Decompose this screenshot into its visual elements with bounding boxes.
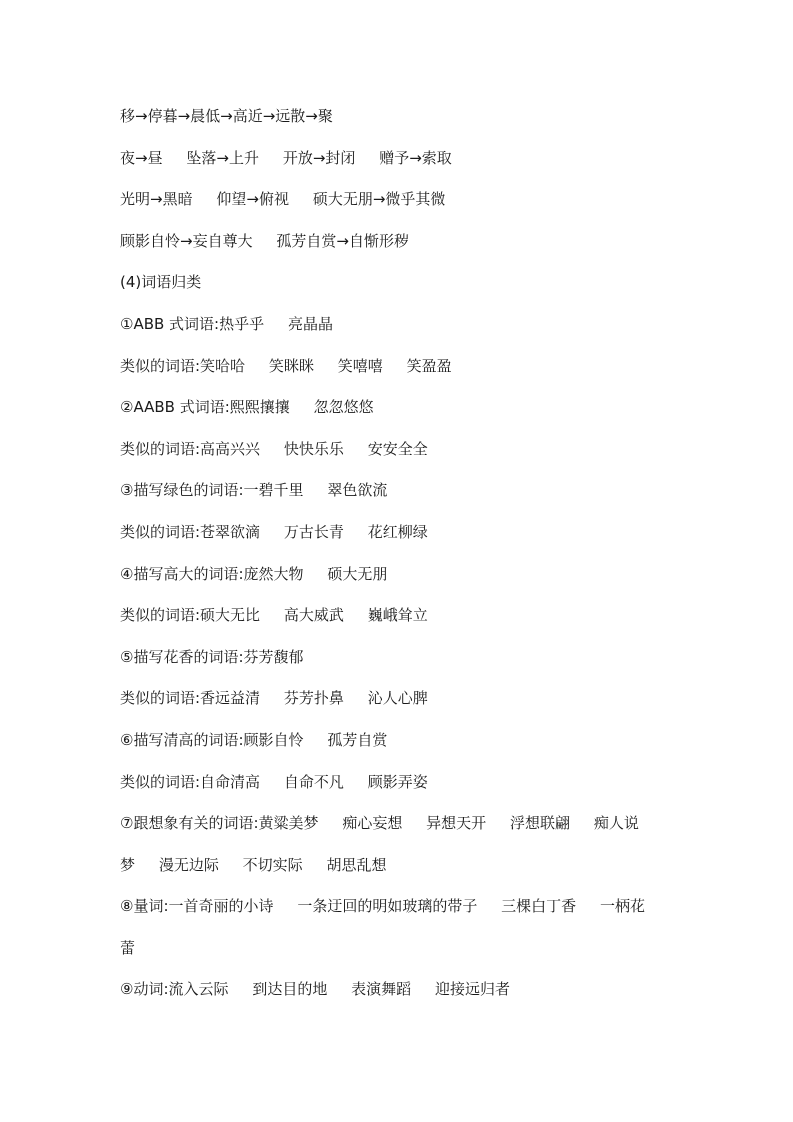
text-line: 夜→昼 坠落→上升 开放→封闭 赠予→索取 (120, 148, 452, 167)
text-line: 类似的词语:苍翠欲滴 万古长青 花红柳绿 (120, 522, 428, 541)
text-line: 顾影自怜→妄自尊大 孤芳自赏→自惭形秽 (120, 231, 409, 250)
document-body (120, 106, 680, 1021)
text-line: ①ABB 式词语:热乎乎 亮晶晶 (120, 314, 333, 333)
text-line: 类似的词语:高高兴兴 快快乐乐 安安全全 (120, 439, 428, 458)
section-heading: (4)词语归类 (120, 273, 202, 292)
text-line: ⑤描写花香的词语:芬芳馥郁 (120, 647, 304, 666)
text-line: ⑦跟想象有关的词语:黄粱美梦 痴心妄想 异想天开 浮想联翩 痴人说 (120, 814, 639, 833)
text-line: 类似的词语:笑哈哈 笑眯眯 笑嘻嘻 笑盈盈 (120, 356, 452, 375)
text-line: 移→停暮→晨低→高近→远散→聚 (120, 107, 333, 125)
text-line: 类似的词语:香远益清 芬芳扑鼻 沁人心脾 (120, 689, 428, 708)
text-line: 光明→黑暗 仰望→俯视 硕大无朋→微乎其微 (120, 190, 446, 209)
text-line: ③描写绿色的词语:一碧千里 翠色欲流 (120, 481, 388, 500)
text-line: 类似的词语:自命清高 自命不凡 顾影弄姿 (120, 772, 428, 791)
text-line: ⑧量词:一首奇丽的小诗 一条迂回的明如玻璃的带子 三棵白丁香 一柄花 (120, 897, 646, 916)
text-line: 梦 漫无边际 不切实际 胡思乱想 (120, 855, 387, 874)
text-line: ⑥描写清高的词语:顾影自怜 孤芳自赏 (120, 730, 388, 749)
text-line: ④描写高大的词语:庞然大物 硕大无朋 (120, 564, 388, 583)
text-line: 蕾 (120, 938, 136, 957)
text-line: 类似的词语:硕大无比 高大威武 巍峨耸立 (120, 606, 428, 625)
text-line: ⑨动词:流入云际 到达目的地 表演舞蹈 迎接远归者 (120, 980, 511, 999)
text-line: ②AABB 式词语:熙熙攘攘 忽忽悠悠 (120, 398, 374, 417)
